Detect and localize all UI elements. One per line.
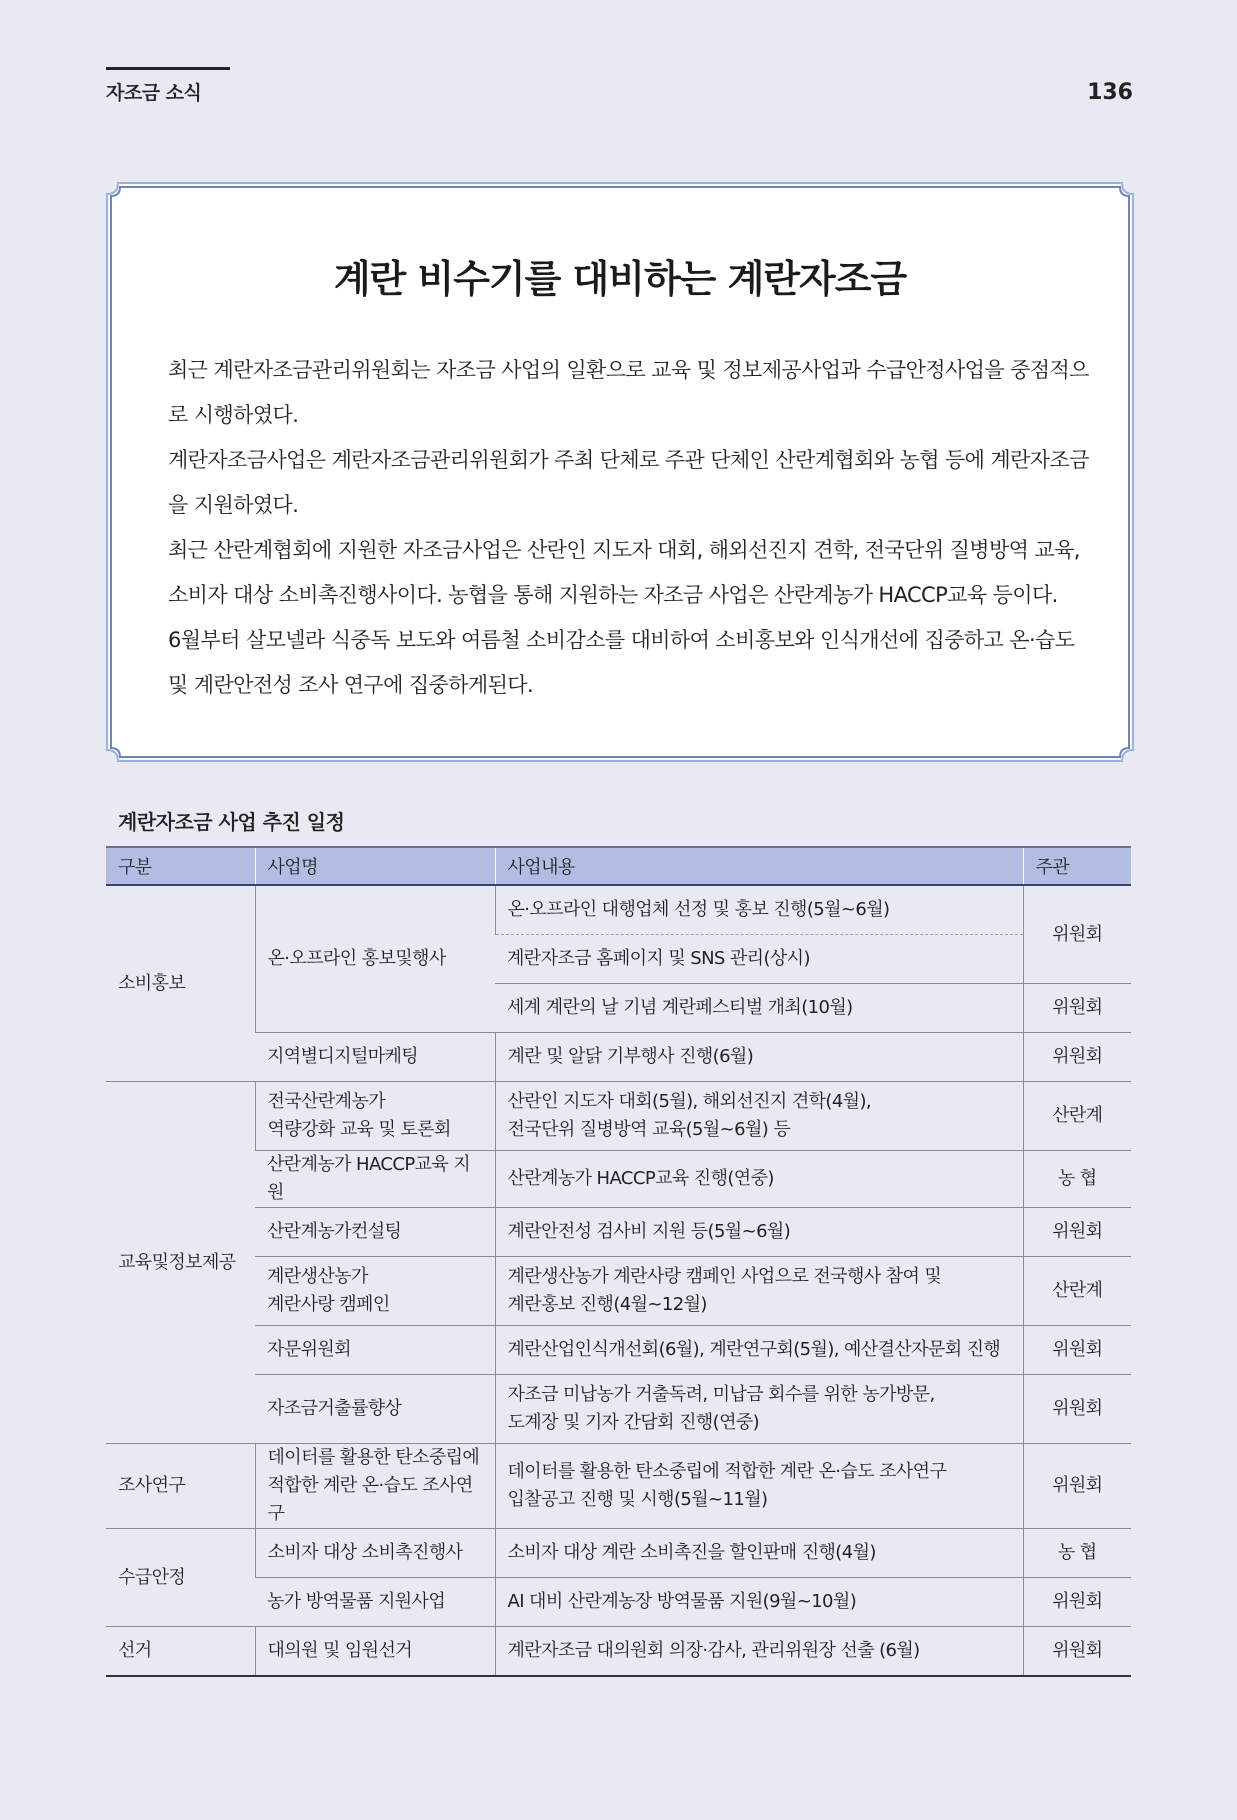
category-cell: 수급안정 [106, 1529, 255, 1627]
content-line: 도계장 및 기자 간담회 진행(연중) [507, 1412, 760, 1433]
table-row [106, 1627, 1131, 1677]
header-organizer: 주관 [1023, 847, 1131, 885]
organizer-cell: 농 협 [1023, 1529, 1131, 1578]
table-row [106, 1375, 1131, 1444]
project-line: 전국산란계농가 [267, 1091, 386, 1112]
organizer-cell: 위원회 [1023, 885, 1131, 984]
project-cell [255, 1444, 495, 1529]
project-cell: 산란계농가컨설팅 [255, 1208, 495, 1257]
category-cell: 소비홍보 [106, 885, 255, 1082]
header-project: 사업명 [255, 847, 495, 885]
page-number: 136 [1087, 80, 1133, 105]
category-cell: 선거 [106, 1627, 255, 1677]
project-cell: 대의원 및 임원선거 [255, 1627, 495, 1677]
project-cell: 지역별디지털마케팅 [255, 1033, 495, 1082]
feature-box [106, 182, 1134, 762]
content-cell: 계란자조금 홈페이지 및 SNS 관리(상시) [495, 935, 1023, 984]
content-cell: 계란산업인식개선회(6월), 계란연구회(5월), 예산결산자문회 진행 [495, 1326, 1023, 1375]
organizer-cell: 위원회 [1023, 1326, 1131, 1375]
content-cell: 온·오프라인 대행업체 선정 및 홍보 진행(5월~6월) [495, 885, 1023, 935]
schedule-title: 계란자조금 사업 추진 일정 [118, 810, 345, 834]
content-line: 전국단위 질병방역 교육(5월~6월) 등 [507, 1119, 791, 1140]
content-cell: 계란자조금 대의원회 의장·감사, 관리위원장 선출 (6월) [495, 1627, 1023, 1677]
feature-paragraph: 계란자조금사업은 계란자조금관리위원회가 주최 단체로 주관 단체인 산란계협회와 농협 등에 계란자조금을 지원하였다. [168, 448, 1089, 517]
organizer-cell: 농 협 [1023, 1151, 1131, 1208]
project-cell: 자조금거출률향상 [255, 1375, 495, 1444]
content-line: 입찰공고 진행 및 시행(5월~11월) [507, 1489, 768, 1510]
content-cell [495, 1257, 1023, 1326]
feature-body [168, 348, 1090, 708]
organizer-cell: 위원회 [1023, 1578, 1131, 1627]
table-row [106, 885, 1131, 935]
feature-paragraph: 최근 산란계협회에 지원한 자조금사업은 산란인 지도자 대회, 해외선진지 견학, 전국단위 질병방역 교육, 소비자 대상 소비촉진행사이다. 농협을 통해 지원하는 자조금 사업은 산란계농가 HACCP교육 등이다. [168, 538, 1080, 607]
header-rule [106, 67, 230, 70]
organizer-cell: 위원회 [1023, 1375, 1131, 1444]
feature-paragraph: 최근 계란자조금관리위원회는 자조금 사업의 일환으로 교육 및 정보제공사업과 수급안정사업을 중점적으로 시행하였다. [168, 358, 1089, 427]
project-cell: 산란계농가 HACCP교육 지원 [255, 1151, 495, 1208]
content-line: 산란인 지도자 대회(5월), 해외선진지 견학(4월), [507, 1091, 872, 1112]
project-line: 계란생산농가 [267, 1266, 368, 1287]
table-row [106, 1257, 1131, 1326]
content-line: 계란생산농가 계란사랑 캠페인 사업으로 전국행사 참여 및 [507, 1266, 942, 1287]
project-line: 적합한 계란 온·습도 조사연구 [267, 1475, 473, 1524]
project-cell [255, 1257, 495, 1326]
content-cell [495, 1444, 1023, 1529]
project-line: 데이터를 활용한 탄소중립에 [267, 1447, 480, 1468]
table-header-row [106, 847, 1131, 885]
category-cell: 교육및정보제공 [106, 1082, 255, 1444]
project-line: 계란사랑 캠페인 [267, 1294, 390, 1315]
organizer-cell: 산란계 [1023, 1082, 1131, 1151]
content-cell [495, 1375, 1023, 1444]
project-cell: 자문위원회 [255, 1326, 495, 1375]
content-cell: 소비자 대상 계란 소비촉진을 할인판매 진행(4월) [495, 1529, 1023, 1578]
table-row [106, 1529, 1131, 1578]
project-line: 역량강화 교육 및 토론회 [267, 1119, 451, 1140]
header-category: 구분 [106, 847, 255, 885]
schedule-table [106, 846, 1131, 1677]
feature-paragraph: 6월부터 살모넬라 식중독 보도와 여름철 소비감소를 대비하여 소비홍보와 인식개선에 집중하고 온·습도 및 계란안전성 조사 연구에 집중하게된다. [168, 628, 1075, 697]
content-cell: 세계 계란의 날 기념 계란페스티벌 개최(10월) [495, 984, 1023, 1033]
table-row [106, 1578, 1131, 1627]
header-content: 사업내용 [495, 847, 1023, 885]
content-cell [495, 1082, 1023, 1151]
content-cell: 산란계농가 HACCP교육 진행(연중) [495, 1151, 1023, 1208]
content-line: 계란홍보 진행(4월~12월) [507, 1294, 707, 1315]
table-row [106, 1326, 1131, 1375]
content-cell: 계란안전성 검사비 지원 등(5월~6월) [495, 1208, 1023, 1257]
content-line: 데이터를 활용한 탄소중립에 적합한 계란 온·습도 조사연구 [507, 1461, 947, 1482]
organizer-cell: 산란계 [1023, 1257, 1131, 1326]
organizer-cell: 위원회 [1023, 1208, 1131, 1257]
table-row [106, 1082, 1131, 1151]
table-row [106, 1444, 1131, 1529]
project-cell: 농가 방역물품 지원사업 [255, 1578, 495, 1627]
category-cell: 조사연구 [106, 1444, 255, 1529]
content-cell: AI 대비 산란계농장 방역물품 지원(9월~10월) [495, 1578, 1023, 1627]
table-row [106, 1033, 1131, 1082]
organizer-cell: 위원회 [1023, 984, 1131, 1033]
project-cell: 소비자 대상 소비촉진행사 [255, 1529, 495, 1578]
content-cell: 계란 및 알닭 기부행사 진행(6월) [495, 1033, 1023, 1082]
project-cell [255, 1082, 495, 1151]
feature-title: 계란 비수기를 대비하는 계란자조금 [333, 256, 907, 301]
organizer-cell: 위원회 [1023, 1627, 1131, 1677]
organizer-cell: 위원회 [1023, 1444, 1131, 1529]
table-row [106, 1208, 1131, 1257]
table-row [106, 1151, 1131, 1208]
project-cell: 온·오프라인 홍보및행사 [255, 885, 495, 1033]
organizer-cell: 위원회 [1023, 1033, 1131, 1082]
content-line: 자조금 미납농가 거출독려, 미납금 회수를 위한 농가방문, [507, 1384, 935, 1405]
section-label: 자조금 소식 [106, 82, 202, 104]
